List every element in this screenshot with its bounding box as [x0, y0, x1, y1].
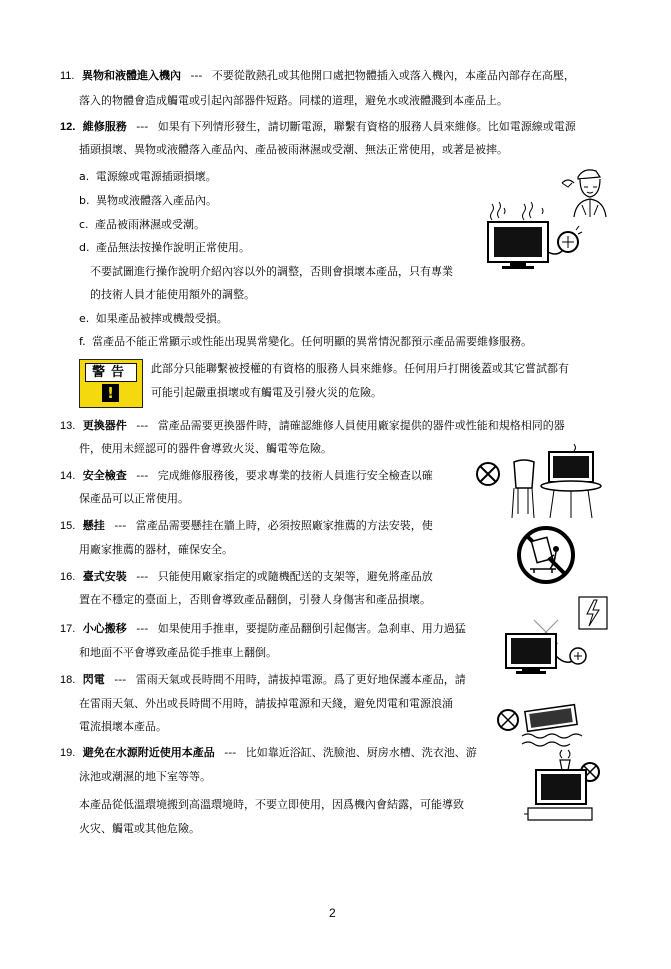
sub-c-label: c. [79, 218, 89, 231]
item-12-sub-d [79, 241, 250, 255]
warning-text-1: 此部分只能聯繫被授權的有資格的服務人員來維修。任何用戶打開後蓋或其它嘗試都有 [151, 362, 569, 375]
flood-prohibition-illustration [496, 690, 596, 755]
item-12-d-note-1: 不要試圖進行操作說明介紹內容以外的調整，否則會損壞本產品，只有專業 [90, 265, 453, 278]
unstable-table-illustration [474, 442, 604, 522]
sub-f-text: 當產品不能正常顯示或性能出現異常變化。任何明顯的異常情況都預示產品需要維修服務。 [92, 335, 533, 348]
sub-a-text: 電源線或電源插頭損壞。 [95, 170, 217, 183]
item-16-sep: --- [136, 570, 149, 583]
sub-d-text: 產品無法按操作說明正常使用。 [95, 241, 250, 254]
sub-b-label: b. [79, 194, 90, 207]
item-18-title: 閃電 [82, 673, 105, 686]
item-19-sep: --- [224, 746, 237, 759]
wet-tv-plug-illustration [484, 198, 584, 273]
item-14-title: 安全檢查 [82, 469, 127, 482]
item-19-text-2: 泳池或潮濕的地下室等等。 [79, 770, 211, 783]
item-16-text-2: 置在不穩定的臺面上，否則會導致產品翻倒，引發人身傷害和產品損壞。 [79, 593, 431, 606]
item-19-text-1: 比如靠近浴缸、洗臉池、厨房水槽、洗衣池、游 [245, 746, 477, 759]
item-14-text-1: 完成維修服務後，要求專業的技術人員進行安全檢查以確 [157, 469, 433, 482]
cart-tipping-prohibition-icon [516, 525, 576, 585]
sub-e-label: e. [79, 312, 90, 325]
sub-c-text: 產品被雨淋濕或受潮。 [95, 218, 206, 231]
item-12-sub-e [79, 312, 228, 326]
item-17-number: 17. [60, 623, 76, 635]
item-19-note-1: 本產品從低溫環境搬到高溫環境時，不要立即使用，因爲機內會結露，可能導致 [79, 798, 464, 811]
item-11-heading-line [60, 69, 575, 83]
item-15-sep: --- [114, 519, 127, 532]
item-12-text-2: 插頭損壞、異物或液體落入產品內、產品被雨淋濕或受潮、無法正常使用，或著是被摔。 [79, 143, 508, 156]
sub-b-text: 異物或液體落入產品內。 [95, 194, 217, 207]
item-18-heading-line [60, 673, 466, 687]
warning-title: 警告 [85, 363, 137, 382]
item-18-sep: --- [114, 673, 127, 686]
item-13-heading-line [60, 419, 565, 433]
warning-exclamation-icon: ! [102, 384, 119, 402]
item-12-sub-a [79, 170, 217, 184]
item-15-text-1: 當產品需要懸挂在牆上時，必須按照廠家推薦的方法安裝，使 [135, 519, 433, 532]
warning-sign [79, 359, 143, 408]
item-11-text-2: 落入的物體會造成觸電或引起內部器件短路。同樣的道理，避免水或液體濺到本產品上。 [79, 94, 508, 107]
item-14-number: 14. [60, 470, 76, 482]
item-12-heading-line [60, 120, 576, 134]
item-12-sub-c [79, 218, 205, 232]
item-11-title: 異物和液體進入機內 [81, 69, 181, 82]
item-15-number: 15. [60, 520, 76, 532]
item-13-title: 更換器件 [82, 419, 127, 432]
item-12-number: 12. [60, 121, 76, 133]
item-17-text-1: 如果使用手推車，要提防產品翻倒引起傷害。急刹車、用力過猛 [157, 622, 466, 635]
item-15-text-2: 用廠家推薦的器材，確保安全。 [79, 543, 233, 556]
item-12-sub-f [79, 335, 532, 349]
sub-f-label: f. [79, 335, 86, 348]
item-18-text-3: 電流損壞本產品。 [79, 720, 167, 733]
item-12-text-1: 如果有下列情形發生，請切斷電源，聯繫有資格的服務人員來維修。比如電源線或電源 [157, 120, 576, 133]
item-13-text-1: 當產品需要更換器件時，請確認維修人員使用廠家提供的器件或性能和規格相同的器 [157, 419, 565, 432]
item-19-note-2: 火灾、觸電或其他危險。 [79, 822, 200, 835]
sub-e-text: 如果產品被摔或機殼受損。 [95, 312, 228, 325]
item-17-heading-line [60, 622, 466, 636]
item-11-sep: --- [190, 69, 203, 82]
item-16-text-1: 只能使用廠家指定的或隨機配送的支架等，避免將產品放 [157, 570, 433, 583]
item-11-number: 11. [60, 70, 75, 82]
item-12-title: 維修服務 [82, 120, 127, 133]
item-13-sep: --- [136, 419, 149, 432]
item-19-number: 19. [60, 747, 76, 759]
item-19-title: 避免在水源附近使用本產品 [82, 746, 215, 759]
item-17-text-2: 和地面不平會導致產品從手推車上翻倒。 [79, 646, 277, 659]
warning-text-2: 可能引起嚴重損壞或有觸電及引發火災的危險。 [151, 386, 382, 399]
item-18-text-2: 在雷雨天氣、外出或長時間不用時，請拔掉電源和天綫，避免閃電和電源浪涌 [79, 697, 453, 710]
item-14-sep: --- [136, 469, 149, 482]
item-16-number: 16. [60, 571, 76, 583]
item-16-heading-line [60, 570, 433, 584]
item-13-number: 13. [60, 420, 76, 432]
item-11-text-1: 不要從散熱孔或其他開口處把物體插入或落入機內，本產品內部存在高壓， [211, 69, 575, 82]
item-18-text-1: 雷雨天氣或長時間不用時，請拔掉電源。爲了更好地保護本產品，請 [135, 673, 466, 686]
item-18-number: 18. [60, 674, 76, 686]
item-14-heading-line [60, 469, 433, 483]
vase-on-tv-illustration [522, 748, 602, 823]
item-12-d-note-2: 的技術人員才能使用額外的調整。 [90, 288, 255, 301]
sub-d-label: d. [79, 241, 90, 254]
item-17-sep: --- [136, 622, 149, 635]
item-16-title: 臺式安裝 [82, 570, 127, 583]
item-15-title: 懸挂 [82, 519, 105, 532]
item-19-heading-line [60, 746, 477, 760]
item-13-text-2: 件，使用未經認可的器件會導致火災、觸電等危險。 [79, 442, 332, 455]
page-number: 2 [329, 906, 336, 920]
sub-a-label: a. [79, 170, 90, 183]
item-12-sub-b [79, 194, 217, 208]
item-15-heading-line [60, 519, 433, 533]
item-17-title: 小心搬移 [82, 622, 127, 635]
lightning-tv-illustration [504, 616, 594, 678]
item-14-text-2: 保產品可以正常使用。 [79, 492, 189, 505]
item-12-sep: --- [136, 120, 149, 133]
